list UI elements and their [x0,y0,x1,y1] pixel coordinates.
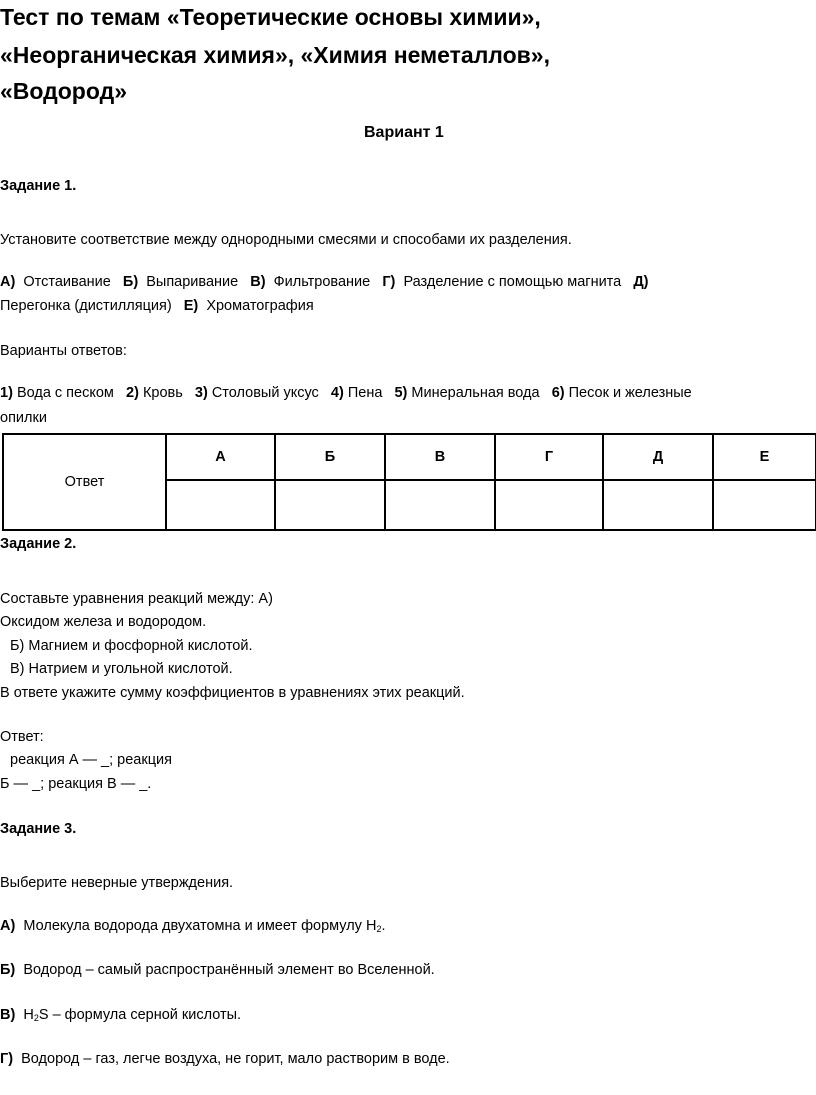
statement-letter-a: А) [0,918,16,934]
task1-instruction: Установите соответствие между однородными смесями и способами их разделения. [0,232,572,248]
option-num-2: 2) [126,385,139,401]
answer-cell-d[interactable] [603,480,713,530]
statement-letter-b: Б) [0,962,16,978]
task2-line-2: Оксидом железа и водородом. [0,614,207,630]
document-title-line-2: «Неорганическая химия», «Химия неметаллов», [0,42,550,68]
answer-col-header-g: Г [495,434,603,480]
statement-text-g: Водород – газ, легче воздуха, не горит, мало растворим в воде. [21,1051,450,1067]
answer-cell-v[interactable] [385,480,495,530]
task1-options-line-1 [0,385,692,401]
method-text-e: Хроматография [206,298,314,314]
answer-col-header-a: А [166,434,275,480]
option-num-1: 1) [0,385,13,401]
document-title-line-1: Тест по темам «Теоретические основы химии», [0,4,541,30]
task3-heading: Задание 3. [0,821,77,837]
option-num-6: 6) [551,385,565,401]
answer-table [2,433,816,531]
answer-cell-a[interactable] [166,480,275,530]
answer-col-header-d: Д [603,434,713,480]
variant-heading: Вариант 1 [364,124,444,141]
answer-cell-e[interactable] [713,480,816,530]
task2-line-5: В ответе укажите сумму коэффициентов в уравнениях этих реакций. [0,685,465,701]
statement-tail-a: . [381,918,386,934]
method-letter-e: Е) [183,298,199,314]
task1-methods-line-1 [0,274,648,290]
method-text-v: Фильтрование [273,274,371,290]
statement-text-a: Молекула водорода двухатомна и имеет формулу Н [23,918,377,934]
method-text-a: Отстаивание [23,274,111,290]
task3-statement-g [0,1051,450,1067]
method-text-d: Перегонка (дистилляция) [0,298,172,314]
option-text-4: Пена [347,385,383,401]
task3-instruction: Выберите неверные утверждения. [0,875,234,891]
statement-sub-a: 2 [376,924,382,934]
task2-line-4: В) Натрием и угольной кислотой. [10,661,233,677]
method-text-g: Разделение с помощью магнита [403,274,622,290]
task1-options-tail: опилки [0,410,47,426]
task2-answer-label: Ответ: [0,729,44,745]
answer-row-label: Ответ [3,434,166,530]
document-title-line-3: «Водород» [0,78,127,104]
task1-options-label: Варианты ответов: [0,343,127,359]
task1-heading: Задание 1. [0,178,77,194]
option-text-6: Песок и железные [568,385,692,401]
method-letter-b: Б) [122,274,139,290]
answer-col-header-b: Б [275,434,385,480]
task3-statement-a [0,918,385,934]
option-text-5: Минеральная вода [411,385,540,401]
option-num-5: 5) [394,385,408,401]
answer-cell-g[interactable] [495,480,603,530]
method-letter-g: Г) [382,274,396,290]
method-letter-v: В) [250,274,266,290]
option-text-3: Столовый уксус [211,385,319,401]
statement-sub-v: 2 [33,1013,39,1023]
statement-text-v: S – формула серной кислоты. [38,1007,242,1023]
task1-methods-line-2 [0,298,314,314]
task2-line-1: Составьте уравнения реакций между: А) [0,591,273,607]
option-num-3: 3) [194,385,208,401]
task3-statement-b [0,962,435,978]
task2-answer-line-1: реакция А — _; реакция [10,752,172,768]
task2-answer-line-2: Б — _; реакция В — _. [0,776,152,792]
task2-line-3: Б) Магнием и фосфорной кислотой. [10,638,253,654]
task2-heading: Задание 2. [0,536,77,552]
task3-statement-v [0,1007,241,1023]
statement-letter-v: В) [0,1007,16,1023]
answer-table-header-row [3,434,816,480]
option-num-4: 4) [330,385,344,401]
method-text-b: Выпаривание [146,274,239,290]
option-text-2: Кровь [142,385,183,401]
answer-col-header-v: В [385,434,495,480]
method-letter-a: А) [0,274,16,290]
answer-cell-b[interactable] [275,480,385,530]
statement-pre-v: Н [23,1007,34,1023]
statement-text-b: Водород – самый распространённый элемент во Вселенной. [23,962,435,978]
method-letter-d: Д) [633,274,649,290]
option-text-1: Вода с песком [16,385,114,401]
statement-letter-g: Г) [0,1051,14,1067]
answer-col-header-e: Е [713,434,816,480]
